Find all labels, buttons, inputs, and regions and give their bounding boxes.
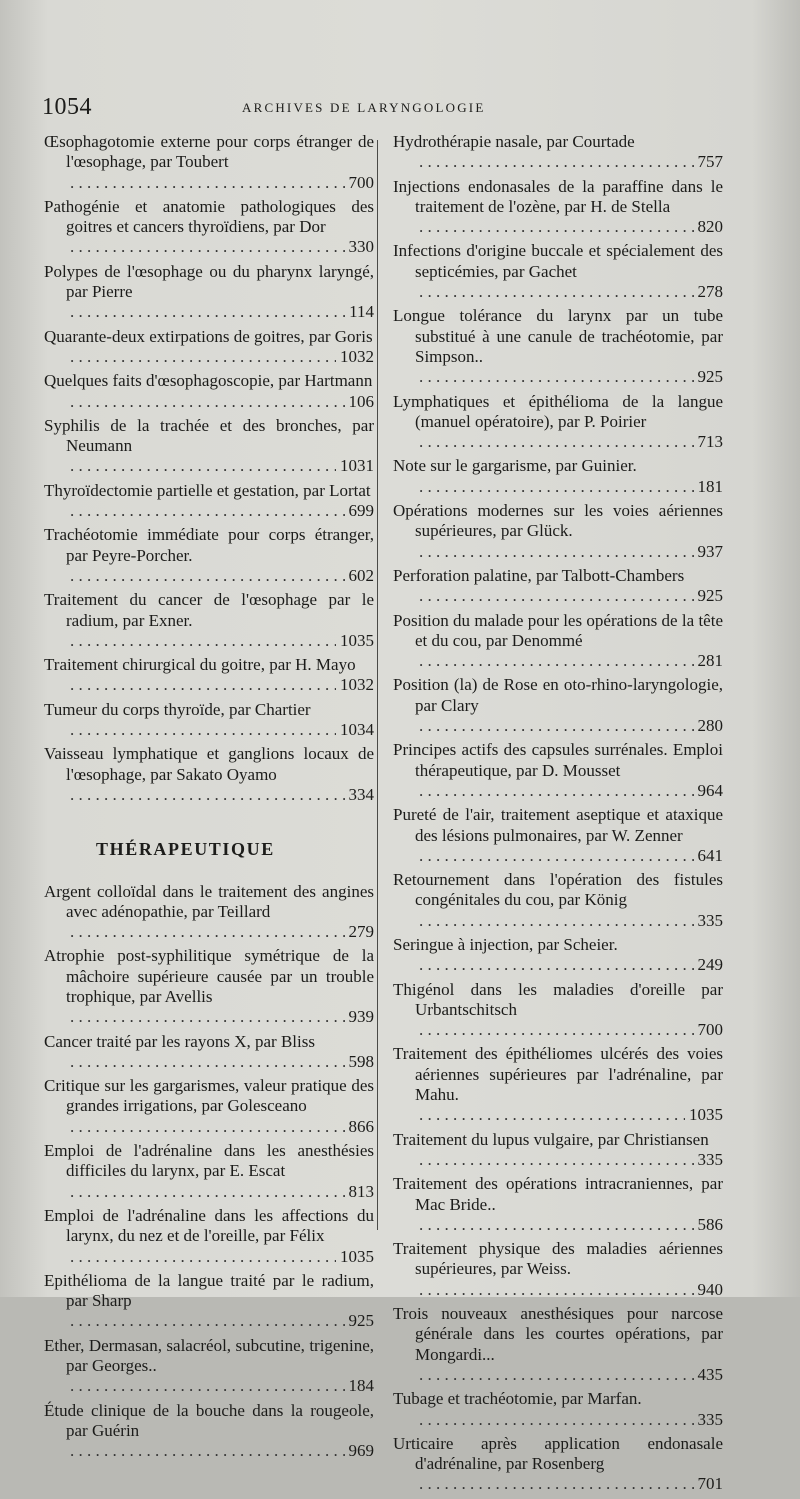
dot-leader	[70, 1376, 345, 1396]
page-number: 1054	[42, 94, 92, 120]
entry-title: Ether, Dermasan, salacréol, subcutine, trigenine, par Georges..	[44, 1335, 374, 1376]
index-entry	[44, 1206, 374, 1267]
entry-page-number: 330	[348, 237, 374, 257]
entry-leader-line	[66, 302, 374, 322]
index-entry	[44, 416, 374, 477]
dot-leader	[419, 1365, 694, 1385]
entry-page-number: 181	[697, 476, 723, 496]
index-entry	[393, 1389, 723, 1430]
entry-leader-line	[66, 1007, 374, 1027]
entry-page-number: 940	[697, 1279, 723, 1299]
entry-leader-line	[415, 1365, 723, 1385]
index-entry	[393, 1174, 723, 1235]
entry-page-number: 713	[697, 432, 723, 452]
entry-page-number: 335	[697, 1149, 723, 1169]
entry-page-number: 925	[697, 367, 723, 387]
entry-title: Atrophie post-syphilitique symétrique de la mâchoire supérieure causée par un trouble trophique, par Avellis	[44, 946, 374, 1006]
entry-page-number: 602	[348, 565, 374, 585]
entry-leader-line	[66, 1182, 374, 1202]
dot-leader	[419, 217, 694, 237]
entry-title: Opérations modernes sur les voies aériennes supérieures, par Glück.	[393, 501, 723, 541]
entry-title: Epithélioma de la langue traité par le radium, par Sharp	[44, 1270, 374, 1311]
entry-title: Traitement du cancer de l'œsophage par le radium, par Exner.	[44, 590, 374, 630]
entry-title: Étude clinique de la bouche dans la rougeole, par Guérin	[44, 1400, 374, 1440]
index-entry	[44, 1032, 374, 1073]
dot-leader	[70, 720, 336, 740]
entry-leader-line	[415, 586, 723, 606]
entry-title: Injections endonasales de la paraffine dans le traitement de l'ozène, par H. de Stella	[393, 176, 723, 216]
entry-page-number: 334	[348, 784, 374, 804]
index-entry	[393, 870, 723, 931]
dot-leader	[70, 1441, 345, 1461]
index-entry	[393, 1239, 723, 1300]
entry-leader-line	[415, 1020, 723, 1040]
entry-title: Emploi de l'adrénaline dans les affections du larynx, du nez et de l'oreille, par Félix	[44, 1205, 374, 1246]
entry-page-number: 184	[348, 1376, 374, 1396]
index-entry	[44, 590, 374, 651]
entry-title: Note sur le gargarisme, par Guinier.	[393, 456, 637, 476]
entry-page-number: 598	[348, 1051, 374, 1071]
entry-title: Trachéotomie immédiate pour corps étranger, par Peyre-Porcher.	[44, 525, 374, 565]
entry-title: Lymphatiques et épithélioma de la langue (manuel opératoire), par P. Poirier	[393, 391, 723, 431]
index-entry	[44, 1271, 374, 1332]
dot-leader	[70, 566, 345, 586]
dot-leader	[70, 302, 345, 322]
entry-title: Position du malade pour les opérations de la tête et du cou, par Denommé	[393, 610, 723, 650]
index-entry	[44, 1336, 374, 1397]
entry-leader-line	[415, 1474, 723, 1494]
section-heading-therapeutique: THÉRAPEUTIQUE	[96, 839, 275, 860]
entry-page-number: 939	[348, 1007, 374, 1027]
entry-leader-line	[66, 1376, 374, 1396]
dot-leader	[70, 1117, 345, 1137]
entry-leader-line	[415, 716, 723, 736]
entry-leader-line	[66, 1311, 374, 1331]
entry-leader-line	[415, 1105, 723, 1125]
entry-leader-line	[66, 566, 374, 586]
dot-leader	[419, 846, 694, 866]
index-entry	[393, 935, 723, 976]
left-entries-bottom	[44, 882, 374, 1462]
entry-page-number: 280	[697, 716, 723, 736]
index-entry	[44, 481, 374, 522]
index-entry	[393, 1304, 723, 1385]
index-entry	[44, 371, 374, 412]
entry-leader-line	[66, 720, 374, 740]
dot-leader	[70, 173, 345, 193]
index-entry	[393, 241, 723, 302]
index-entry	[44, 744, 374, 805]
entry-title: Pureté de l'air, traitement aseptique et ataxique des lésions pulmonaires, par W. Zenner	[393, 805, 723, 845]
left-entries-top	[44, 132, 374, 805]
entry-leader-line	[66, 1052, 374, 1072]
entry-page-number: 335	[697, 910, 723, 930]
right-entries	[393, 132, 723, 1495]
entry-leader-line	[415, 282, 723, 302]
entry-leader-line	[415, 781, 723, 801]
entry-title: Tumeur du corps thyroïde, par Chartier	[44, 699, 311, 719]
entry-page-number: 964	[697, 780, 723, 800]
entry-leader-line	[415, 1215, 723, 1235]
index-entry	[393, 611, 723, 672]
dot-leader	[419, 911, 694, 931]
entry-title: Hydrothérapie nasale, par Courtade	[393, 132, 635, 151]
dot-leader	[70, 1007, 345, 1027]
running-title: ARCHIVES DE LARYNGOLOGIE	[242, 100, 486, 115]
dot-leader	[419, 716, 694, 736]
entry-leader-line	[66, 237, 374, 257]
entry-title: Traitement des épithéliomes ulcérés des voies aériennes supérieures par l'adrénaline, par Mahu.	[393, 1044, 723, 1105]
index-entry	[393, 675, 723, 736]
entry-page-number: 1031	[340, 456, 374, 476]
dot-leader	[70, 456, 336, 476]
entry-page-number: 699	[348, 501, 374, 521]
dot-leader	[419, 1215, 694, 1235]
index-entry	[393, 456, 723, 497]
dot-leader	[419, 1020, 694, 1040]
index-entry	[393, 1434, 723, 1495]
index-entry	[393, 1130, 723, 1171]
entry-title: Cancer traité par les rayons X, par Bliss	[44, 1031, 315, 1051]
entry-page-number: 1035	[340, 1246, 374, 1266]
entry-page-number: 925	[348, 1311, 374, 1331]
index-entry	[44, 197, 374, 258]
entry-title: Position (la) de Rose en oto-rhino-laryngologie, par Clary	[393, 675, 723, 715]
entry-title: Traitement physique des maladies aériennes supérieures, par Weiss.	[393, 1239, 723, 1279]
entry-leader-line	[66, 1117, 374, 1137]
entry-page-number: 757	[697, 152, 723, 172]
entry-page-number: 700	[697, 1020, 723, 1040]
entry-title: Principes actifs des capsules surrénales. Emploi thérapeutique, par D. Mousset	[393, 740, 723, 780]
dot-leader	[419, 432, 694, 452]
entry-page-number: 641	[697, 845, 723, 865]
entry-page-number: 281	[697, 651, 723, 671]
entry-leader-line	[415, 477, 723, 497]
dot-leader	[70, 1311, 345, 1331]
entry-page-number: 1035	[340, 630, 374, 650]
entry-leader-line	[415, 1410, 723, 1430]
dot-leader	[70, 1247, 336, 1267]
entry-title: Seringue à injection, par Scheier.	[393, 934, 618, 954]
entry-page-number: 435	[697, 1364, 723, 1384]
entry-title: Tubage et trachéotomie, par Marfan.	[393, 1389, 642, 1409]
entry-title: Longue tolérance du larynx par un tube substitué à une canule de trachéotomie, par Simpson..	[393, 306, 723, 366]
dot-leader	[419, 781, 694, 801]
entry-leader-line	[66, 1441, 374, 1461]
index-entry	[393, 566, 723, 607]
entry-leader-line	[415, 955, 723, 975]
entry-page-number: 249	[697, 955, 723, 975]
dot-leader	[419, 152, 694, 172]
dot-leader	[70, 347, 336, 367]
index-entry	[44, 132, 374, 193]
entry-title: Polypes de l'œsophage ou du pharynx laryngé, par Pierre	[44, 261, 374, 302]
dot-leader	[70, 1182, 345, 1202]
entry-title: Traitement chirurgical du goitre, par H. Mayo	[44, 655, 356, 675]
entry-title: Œsophagotomie externe pour corps étranger de l'œsophage, par Toubert	[44, 132, 374, 172]
entry-title: Argent colloïdal dans le traitement des angines avec adénopathie, par Teillard	[44, 881, 374, 921]
entry-title: Urticaire après application endonasale d'adrénaline, par Rosenberg	[393, 1433, 723, 1474]
dot-leader	[70, 675, 336, 695]
dot-leader	[70, 785, 345, 805]
entry-title: Pathogénie et anatomie pathologiques des goitres et cancers thyroïdiens, par Dor	[44, 196, 374, 237]
entry-title: Thigénol dans les maladies d'oreille par Urbantschitsch	[393, 979, 723, 1019]
index-entry	[44, 700, 374, 741]
entry-leader-line	[415, 846, 723, 866]
entry-leader-line	[66, 1247, 374, 1267]
entry-leader-line	[66, 173, 374, 193]
dot-leader	[419, 1150, 694, 1170]
entry-page-number: 701	[697, 1474, 723, 1494]
dot-leader	[419, 1105, 685, 1125]
dot-leader	[70, 392, 345, 412]
dot-leader	[70, 501, 345, 521]
index-entry	[44, 1401, 374, 1462]
left-column	[44, 132, 374, 1466]
index-entry	[44, 327, 374, 368]
column-divider	[377, 140, 378, 1230]
index-entry	[44, 882, 374, 943]
entry-page-number: 820	[697, 217, 723, 237]
entry-title: Thyroïdectomie partielle et gestation, par Lortat	[44, 480, 371, 500]
entry-leader-line	[66, 347, 374, 367]
index-entry	[393, 392, 723, 453]
right-column	[393, 132, 723, 1499]
entry-leader-line	[66, 785, 374, 805]
entry-title: Quelques faits d'œsophagoscopie, par Hartmann	[44, 371, 373, 391]
index-entry	[44, 655, 374, 696]
index-entry	[393, 306, 723, 387]
index-entry	[393, 177, 723, 238]
entry-leader-line	[415, 1150, 723, 1170]
dot-leader	[70, 237, 345, 257]
dot-leader	[419, 282, 694, 302]
entry-title: Retournement dans l'opération des fistules congénitales du cou, par König	[393, 870, 723, 910]
index-entry	[44, 1141, 374, 1202]
entry-leader-line	[415, 651, 723, 671]
dot-leader	[419, 1410, 694, 1430]
entry-page-number: 866	[348, 1116, 374, 1136]
entry-page-number: 106	[348, 391, 374, 411]
page-header	[42, 94, 742, 122]
index-entry	[393, 805, 723, 866]
entry-title: Trois nouveaux anesthésiques pour narcose générale dans les courtes opérations, par Mongardi...	[393, 1304, 723, 1364]
entry-leader-line	[415, 542, 723, 562]
dot-leader	[419, 586, 694, 606]
entry-page-number: 279	[348, 922, 374, 942]
index-entry	[44, 1076, 374, 1137]
entry-title: Infections d'origine buccale et spécialement des septicémies, par Gachet	[393, 241, 723, 281]
entry-page-number: 700	[348, 172, 374, 192]
entry-leader-line	[66, 922, 374, 942]
entry-page-number: 813	[348, 1181, 374, 1201]
index-entry	[393, 740, 723, 801]
entry-leader-line	[66, 392, 374, 412]
index-entry	[393, 980, 723, 1041]
entry-title: Traitement du lupus vulgaire, par Christiansen	[393, 1129, 709, 1149]
dot-leader	[70, 1052, 345, 1072]
dot-leader	[419, 542, 694, 562]
index-entry	[44, 262, 374, 323]
dot-leader	[419, 1474, 694, 1494]
entry-page-number: 925	[697, 586, 723, 606]
entry-page-number: 586	[697, 1214, 723, 1234]
entry-title: Traitement des opérations intracraniennes, par Mac Bride..	[393, 1174, 723, 1214]
entry-leader-line	[66, 631, 374, 651]
entry-page-number: 937	[697, 541, 723, 561]
dot-leader	[419, 651, 694, 671]
entry-leader-line	[415, 367, 723, 387]
entry-title: Quarante-deux extirpations de goitres, par Goris	[44, 326, 373, 346]
entry-title: Syphilis de la trachée et des bronches, par Neumann	[44, 415, 374, 456]
dot-leader	[70, 922, 345, 942]
entry-leader-line	[415, 432, 723, 452]
entry-page-number: 1032	[340, 346, 374, 366]
entry-page-number: 278	[697, 282, 723, 302]
index-entry	[44, 525, 374, 586]
entry-page-number: 1035	[689, 1105, 723, 1125]
entry-page-number: 969	[348, 1441, 374, 1461]
entry-title: Critique sur les gargarismes, valeur pratique des grandes irrigations, par Golesceano	[44, 1076, 374, 1116]
index-entry	[393, 1044, 723, 1125]
entry-leader-line	[415, 911, 723, 931]
entry-title: Emploi de l'adrénaline dans les anesthésies difficiles du larynx, par E. Escat	[44, 1141, 374, 1181]
entry-leader-line	[415, 152, 723, 172]
entry-page-number: 1034	[340, 720, 374, 740]
index-entry	[393, 501, 723, 562]
entry-leader-line	[66, 501, 374, 521]
index-entry	[393, 132, 723, 173]
dot-leader	[419, 367, 694, 387]
entry-title: Perforation palatine, par Talbott-Chambers	[393, 565, 685, 585]
entry-leader-line	[66, 456, 374, 476]
dot-leader	[419, 955, 694, 975]
entry-page-number: 114	[349, 302, 374, 322]
entry-leader-line	[66, 675, 374, 695]
entry-page-number: 1032	[340, 675, 374, 695]
entry-leader-line	[415, 217, 723, 237]
index-entry	[44, 946, 374, 1027]
dot-leader	[419, 477, 694, 497]
dot-leader	[70, 631, 336, 651]
entry-title: Vaisseau lymphatique et ganglions locaux de l'œsophage, par Sakato Oyamo	[44, 744, 374, 784]
entry-page-number: 335	[697, 1409, 723, 1429]
